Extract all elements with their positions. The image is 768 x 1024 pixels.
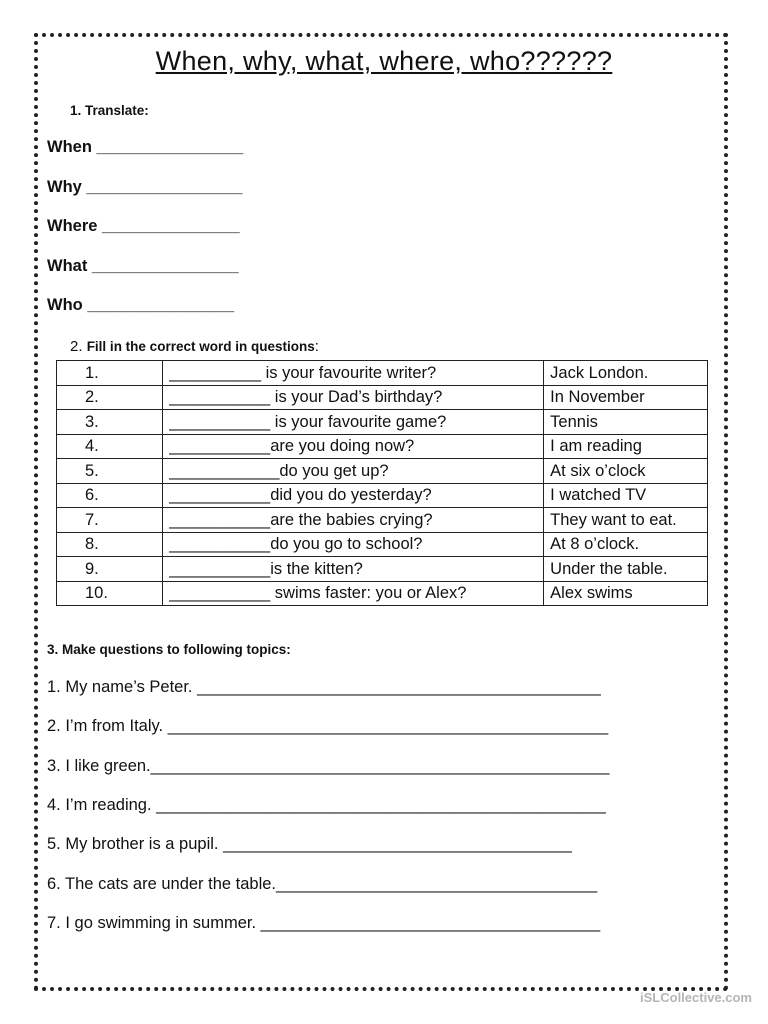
row-number: 3.	[57, 410, 163, 435]
topic-item-2: 2. I’m from Italy. ________________________________________________	[47, 717, 609, 735]
table-row	[57, 459, 708, 484]
table-row	[57, 532, 708, 557]
question-cell: ___________are you doing now?	[163, 434, 544, 459]
section2-number: 2.	[70, 338, 83, 355]
row-number: 6.	[57, 483, 163, 508]
fill-in-table	[56, 360, 708, 606]
row-number: 1.	[57, 361, 163, 386]
row-number: 9.	[57, 557, 163, 582]
question-cell: ____________do you get up?	[163, 459, 544, 484]
topic-item-7: 7. I go swimming in summer. _____________________________________	[47, 914, 601, 932]
table-row	[57, 557, 708, 582]
translate-word-who: Who ________________	[47, 296, 235, 314]
topic-item-4: 4. I’m reading. _________________________________________________	[47, 796, 606, 814]
answer-cell: Alex swims	[544, 581, 708, 606]
topic-item-6: 6. The cats are under the table.___________________________________	[47, 875, 598, 893]
question-cell: ___________ is your Dad’s birthday?	[163, 385, 544, 410]
question-cell: ___________ is your favourite game?	[163, 410, 544, 435]
answer-cell: Jack London.	[544, 361, 708, 386]
section2-heading-text: Fill in the correct word in questions	[86, 339, 315, 354]
page-title: When, why, what, where, who??????	[155, 46, 613, 76]
watermark: iSLCollective.com	[640, 990, 752, 1005]
answer-cell: At 8 o’clock.	[544, 532, 708, 557]
question-cell: ___________do you go to school?	[163, 532, 544, 557]
answer-cell: I watched TV	[544, 483, 708, 508]
row-number: 7.	[57, 508, 163, 533]
answer-cell: In November	[544, 385, 708, 410]
topic-item-3: 3. I like green.__________________________________________________	[47, 757, 610, 775]
question-cell: __________ is your favourite writer?	[163, 361, 544, 386]
translate-word-what: What ________________	[47, 257, 239, 275]
section2-heading	[70, 338, 319, 355]
question-cell: ___________is the kitten?	[163, 557, 544, 582]
row-number: 2.	[57, 385, 163, 410]
answer-cell: At six o’clock	[544, 459, 708, 484]
table-row	[57, 410, 708, 435]
row-number: 10.	[57, 581, 163, 606]
row-number: 4.	[57, 434, 163, 459]
question-cell: ___________did you do yesterday?	[163, 483, 544, 508]
translate-word-when: When ________________	[47, 138, 244, 156]
table-row	[57, 508, 708, 533]
table-row	[57, 581, 708, 606]
question-cell: ___________are the babies crying?	[163, 508, 544, 533]
section2-heading-colon: :	[314, 338, 319, 355]
section3-heading: 3. Make questions to following topics:	[47, 642, 291, 657]
row-number: 8.	[57, 532, 163, 557]
table-row	[57, 385, 708, 410]
answer-cell: Tennis	[544, 410, 708, 435]
answer-cell: They want to eat.	[544, 508, 708, 533]
section1-heading: 1. Translate:	[70, 103, 149, 118]
translate-word-where: Where _______________	[47, 217, 240, 235]
translate-word-why: Why _________________	[47, 178, 243, 196]
question-cell: ___________ swims faster: you or Alex?	[163, 581, 544, 606]
row-number: 5.	[57, 459, 163, 484]
table-row	[57, 361, 708, 386]
topic-item-1: 1. My name’s Peter. ____________________________________________	[47, 678, 601, 696]
topic-item-5: 5. My brother is a pupil. ______________________________________	[47, 835, 572, 853]
table-row	[57, 483, 708, 508]
answer-cell: I am reading	[544, 434, 708, 459]
answer-cell: Under the table.	[544, 557, 708, 582]
table-row	[57, 434, 708, 459]
